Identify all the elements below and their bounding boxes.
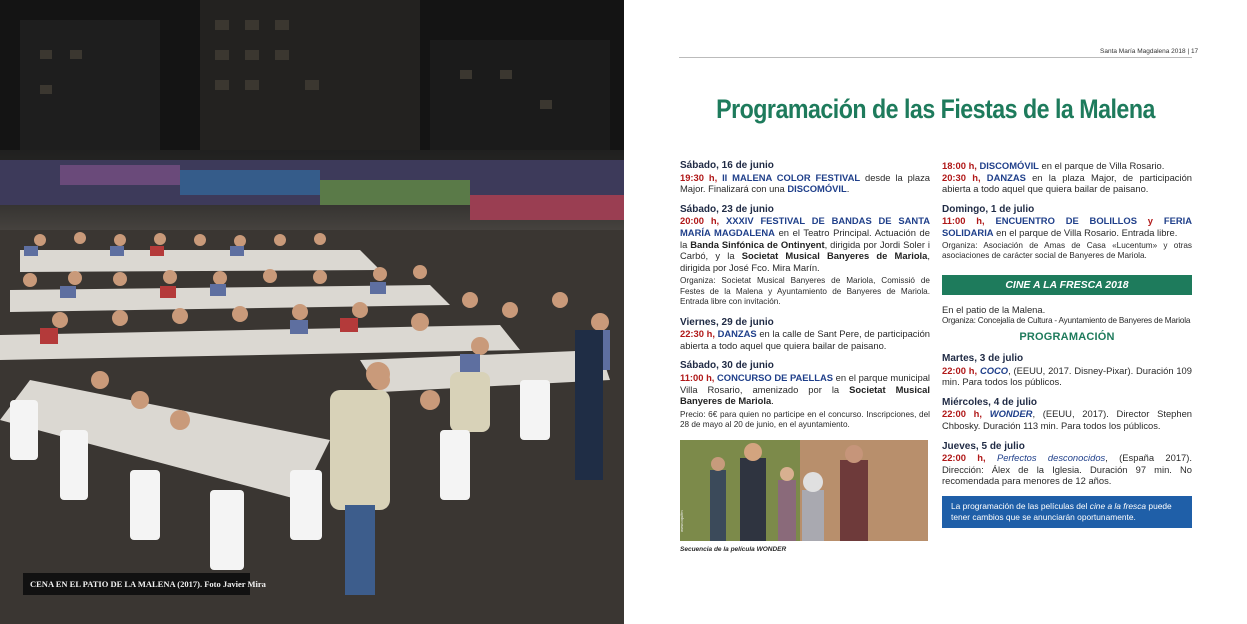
note-text-end: puede tener cambios que se anunciarán oportunamente.	[951, 500, 1172, 522]
day-heading: Viernes, 29 de junio	[680, 316, 774, 328]
note-text: La programación de las películas del	[951, 500, 1090, 511]
day-heading: Sábado, 16 de junio	[680, 160, 774, 171]
event-text-3: , dirigida por José Fco. Mira Marín.	[680, 250, 930, 273]
day-heading: Jueves, 5 de julio	[942, 440, 1025, 452]
page-title: Programación de las Fiestas de la Malena	[716, 94, 1155, 124]
day-heading: Sábado, 30 de junio	[680, 360, 774, 372]
event-name: XXXIV FESTIVAL DE BANDAS DE SANTA MARÍA MAGDALENA	[680, 215, 930, 238]
event-name: ENCUENTRO DE BOLILLOS	[995, 215, 1137, 227]
event-block-sat16	[680, 160, 930, 195]
organizer-note: Organiza: Societat Musical Banyeres de Mariola, Comissió de Festes de la Malena y Ayuntamiento de Banyeres de Mariola. Entrada libre con invitación.	[680, 276, 930, 307]
film-details: , (EEUU, 2017. Disney-Pixar). Duración 109 min. Para todos los públicos.	[942, 364, 1192, 388]
event-time: 19:30 h,	[680, 171, 718, 183]
event-text-end: .	[846, 183, 850, 195]
film-details: , (EEUU, 2017). Director Stephen Chbosky. Duración 113 min. Para todos los públicos.	[942, 408, 1193, 431]
event-name: DANZAS	[717, 328, 757, 340]
event-time: 11:00 h,	[680, 371, 715, 383]
venue-text: En el patio de la Malena.	[942, 304, 1046, 316]
event-block-fri29	[680, 317, 930, 352]
org-name: Societat Musical Banyeres de Mariola	[680, 383, 930, 407]
program-heading: PROGRAMACIÓN	[1019, 331, 1115, 344]
event-text: en el parque de Villa Rosario. Entrada libre.	[993, 226, 1178, 238]
film-time: 22:00 h,	[942, 364, 978, 376]
event-name: II MALENA COLOR FESTIVAL	[722, 171, 861, 183]
film-details: , (España 2017). Dirección: Álex de la Iglesia. Duración 97 min. No recomendada para menores de 12 años.	[942, 452, 1192, 487]
event-block-sun1	[942, 204, 1192, 262]
event-time: 11:00 h,	[942, 215, 985, 227]
event-block-cont2	[942, 172, 1192, 195]
event-text: en la calle de Sant Pere, de participación abierta a todo aquel que quiera bailar de paisano.	[680, 328, 930, 351]
event-text-end: .	[771, 395, 774, 407]
program-page	[624, 0, 1247, 624]
film-block-coco	[942, 353, 1192, 388]
cine-banner: CINE A LA FRESCA 2018	[942, 275, 1192, 295]
day-heading: Miércoles, 4 de julio	[942, 396, 1038, 408]
schedule-change-note	[942, 496, 1192, 528]
event-text: desde la plaza Major. Finalizará con una	[680, 171, 930, 195]
film-title: Perfectos desconocidos	[996, 452, 1106, 464]
film-time: 22:00 h,	[942, 452, 986, 464]
event-time: 18:00 h,	[942, 160, 977, 171]
film-block-perfectos	[942, 441, 1192, 487]
event-text: en el parque municipal Villa Rosario, amenizado por la	[680, 371, 930, 395]
film-time: 22:00 h,	[942, 408, 983, 420]
event-text: en el parque de Villa Rosario.	[1038, 160, 1165, 171]
day-heading: Domingo, 1 de julio	[942, 203, 1035, 215]
event-time: 20:30 h,	[942, 171, 981, 183]
right-column	[942, 160, 1192, 528]
event-text-2: , dirigida por Jordi Soler i Carbó, y la	[680, 238, 930, 262]
event-name: CONCURSO DE PAELLAS	[717, 371, 834, 383]
svg-text:www.oquifm: www.oquifm	[679, 509, 684, 532]
left-column	[680, 160, 930, 555]
event-block-cont1	[942, 160, 1192, 172]
photo-caption: CENA EN EL PATIO DE LA MALENA (2017). Foto Javier Mira	[23, 573, 250, 595]
film-still-image	[680, 440, 928, 541]
running-head: Santa María Magdalena 2018 | 17	[1100, 48, 1199, 55]
event-block-sat30	[680, 360, 930, 430]
cine-organizer: Organiza: Concejalía de Cultura - Ayuntamiento de Banyeres de Mariola	[942, 315, 1191, 325]
day-heading: Sábado, 23 de junio	[680, 203, 774, 215]
event-name: DISCOMÓVIL	[979, 160, 1039, 171]
event-join: y	[1136, 215, 1164, 227]
day-heading: Martes, 3 de julio	[942, 352, 1024, 364]
event-block-sat23	[680, 204, 930, 308]
organizer-note: Organiza: Asociación de Amas de Casa «Lucentum» y otras asociaciones de carácter social de Banyeres de Mariola.	[942, 240, 1192, 260]
org-name-2: Societat Musical Banyeres de Mariola	[741, 250, 928, 262]
film-title: COCO	[979, 364, 1009, 376]
note-emphasis: cine a la fresca	[1089, 500, 1147, 511]
org-name: Banda Sinfónica de Ontinyent	[690, 238, 825, 250]
film-still-caption: Secuencia de la película WONDER	[680, 545, 787, 553]
event-name: DANZAS	[986, 171, 1026, 183]
event-time: 20:00 h,	[680, 215, 720, 227]
event-name-2: FERIA SOLIDARIA	[942, 215, 1192, 238]
film-title: WONDER	[989, 408, 1033, 420]
event-text: en el Teatro Principal. Actuación de la	[680, 226, 930, 250]
film-block-wonder	[942, 397, 1192, 432]
event-time: 22:30 h,	[680, 328, 715, 340]
price-note: Precio: 6€ para quien no participe en el concurso. Inscripciones, del 28 de mayo al 20 de junio, en el ayuntamiento.	[680, 409, 930, 430]
event-name-2: DISCOMÓVIL	[787, 183, 847, 195]
event-text: en la plaza Major, de participación abierta a todo aquel que quiera bailar de paisano.	[942, 171, 1192, 195]
header-rule	[679, 57, 1192, 58]
